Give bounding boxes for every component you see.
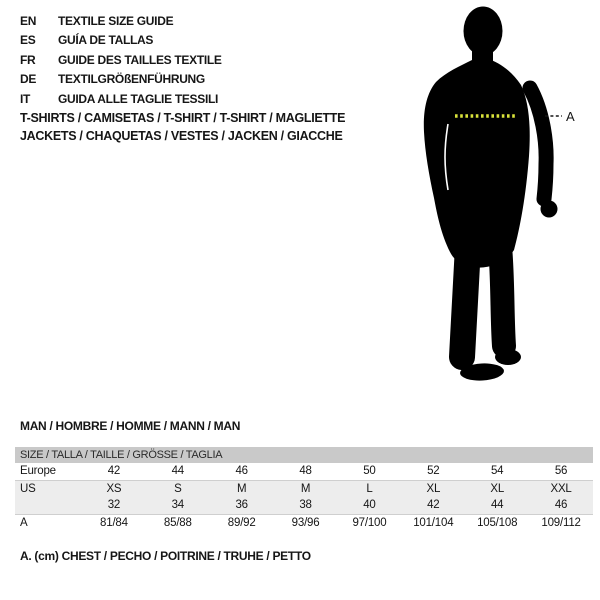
size-cell: 40: [363, 499, 376, 512]
size-cell: S: [174, 482, 182, 495]
size-cell: 81/84: [100, 516, 128, 529]
row-label: US: [20, 482, 36, 495]
size-table-header: SIZE / TALLA / TAILLE / GRÖSSE / TAGLIA: [15, 447, 593, 463]
category-tshirts: T-SHIRTS / CAMISETAS / T-SHIRT / T-SHIRT / MAGLIETTE: [20, 111, 346, 125]
section-title-man: MAN / HOMBRE / HOMME / MANN / MAN: [20, 419, 241, 433]
size-cell: 38: [299, 499, 312, 512]
table-row-numeric: [15, 497, 593, 514]
size-cell: 36: [235, 499, 248, 512]
size-cell: 44: [490, 499, 504, 512]
size-cell: M: [300, 482, 311, 495]
language-title: GUIDA ALLE TAGLIE TESSILI: [58, 91, 219, 106]
row-label: A: [20, 516, 28, 529]
language-code: ES: [20, 33, 36, 48]
size-cell: 32: [107, 499, 121, 512]
language-list: [20, 12, 222, 109]
size-cell: 42: [107, 465, 121, 478]
language-title: TEXTILE SIZE GUIDE: [58, 14, 174, 28]
language-title: GUIDE DES TAILLES TEXTILE: [58, 52, 222, 67]
size-cell: 34: [171, 499, 185, 512]
size-cell: 89/92: [227, 516, 256, 529]
size-cell: XS: [106, 482, 122, 495]
size-cell: 93/96: [291, 516, 320, 529]
size-cell: 105/108: [477, 516, 518, 529]
language-title: TEXTILGRÖßENFÜHRUNG: [58, 72, 205, 87]
language-code: FR: [20, 52, 36, 67]
measurement-footnote: A. (cm) CHEST / PECHO / POITRINE / TRUHE / PETTO: [20, 549, 311, 563]
language-title: GUÍA DE TALLAS: [58, 33, 154, 48]
size-table: [15, 447, 593, 531]
measure-label-a: A: [566, 109, 575, 124]
size-cell: 101/104: [413, 516, 454, 529]
size-cell: XL: [490, 482, 505, 495]
size-cell: 52: [427, 465, 440, 478]
row-label: [15, 497, 82, 514]
man-silhouette: [424, 7, 558, 382]
size-cell: 50: [363, 465, 376, 478]
table-row-chest-a: [15, 514, 593, 531]
size-cell: 44: [171, 465, 185, 478]
table-row-europe: [15, 463, 593, 480]
size-cell: XXL: [550, 482, 572, 495]
size-cell: M: [236, 482, 247, 495]
table-row-us: [15, 480, 593, 497]
size-cell: 46: [554, 499, 568, 512]
size-cell: 48: [299, 465, 312, 478]
man-silhouette-svg: [410, 0, 600, 400]
language-code: EN: [20, 14, 37, 28]
size-table-grid: [15, 463, 593, 531]
language-code: IT: [20, 91, 31, 106]
category-lines: [20, 109, 345, 145]
size-cell: 97/100: [352, 516, 387, 529]
man-silhouette-figure: [410, 0, 600, 400]
size-cell: 46: [235, 465, 248, 478]
size-cell: 42: [427, 499, 440, 512]
size-cell: XL: [426, 482, 441, 495]
row-label: Europe: [20, 465, 56, 478]
language-code: DE: [20, 72, 37, 87]
size-cell: 54: [490, 465, 504, 478]
category-jackets: JACKETS / CHAQUETAS / VESTES / JACKEN / GIACCHE: [20, 129, 343, 143]
size-cell: 56: [554, 465, 568, 478]
size-cell: 109/112: [541, 516, 581, 529]
size-cell: L: [366, 482, 373, 495]
size-cell: 85/88: [163, 516, 192, 529]
